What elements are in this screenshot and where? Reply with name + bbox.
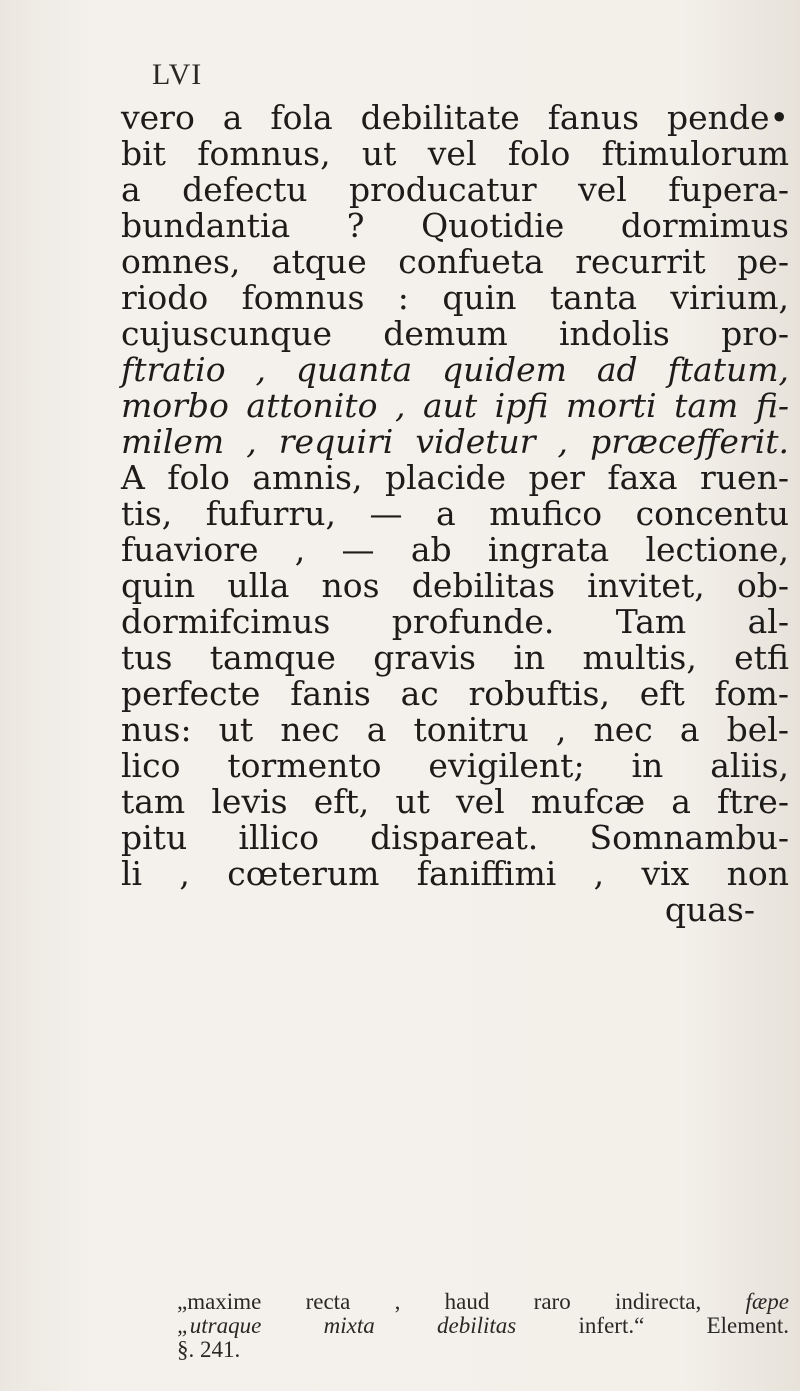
- text-line: ftratio , quanta quidem ad ftatum,: [121, 350, 789, 389]
- text-line: bit fomnus, ut vel folo ftimulorum: [121, 134, 789, 173]
- text-line: perfecte fanis ac robuftis, eft fom-: [121, 674, 789, 713]
- text-line: riodo fomnus : quin tanta virium,: [121, 278, 789, 317]
- footnote-line: [177, 1290, 789, 1314]
- text-line: morbo attonito , aut ipfi morti tam fi-: [121, 386, 789, 425]
- catchword: quas-: [664, 890, 755, 929]
- text-line: tus tamque gravis in multis, etfi: [121, 638, 789, 677]
- text-line: fuaviore , — ab ingrata lectione,: [121, 530, 789, 569]
- footnote-line: [177, 1314, 789, 1338]
- footnote: [177, 1290, 789, 1362]
- text-line: A folo amnis, placide per faxa ruen-: [121, 458, 789, 497]
- text-line: li , cœterum faniffimi , vix non: [121, 854, 789, 893]
- text-line: dormifcimus profunde. Tam al-: [121, 602, 789, 641]
- footnote-text: „maxime recta , haud raro indirecta,: [177, 1289, 746, 1314]
- text-line: cujuscunque demum indolis pro-: [121, 314, 789, 353]
- text-line: tis, fufurru, — a mufico concentu: [121, 494, 789, 533]
- text-line: bundantia ? Quotidie dormimus: [121, 206, 789, 245]
- text-line: lico tormento evigilent; in aliis,: [121, 746, 789, 785]
- footnote-text: infert.“ Element.: [516, 1313, 789, 1338]
- footnote-line: §. 241.: [177, 1337, 241, 1362]
- text-line: pitu illico dispareat. Somnambu-: [121, 818, 789, 857]
- text-line: tam levis eft, ut vel mufcæ a ftre-: [121, 782, 789, 821]
- footnote-italic-text: fæpe: [745, 1289, 789, 1314]
- footnote-italic-text: „utraque mixta debilitas: [177, 1313, 517, 1338]
- text-line: a defectu producatur vel fupera-: [121, 170, 789, 209]
- text-line: nus: ut nec a tonitru , nec a bel-: [121, 710, 789, 749]
- text-line: milem , requiri videtur , præcefferit.: [121, 422, 789, 461]
- text-line: quin ulla nos debilitas invitet, ob-: [121, 566, 789, 605]
- text-line: omnes, atque confueta recurrit pe-: [121, 242, 789, 281]
- text-line: vero a fola debilitate fanus pende•: [121, 98, 789, 137]
- page-number: LVI: [152, 58, 203, 91]
- body-text: [121, 100, 789, 928]
